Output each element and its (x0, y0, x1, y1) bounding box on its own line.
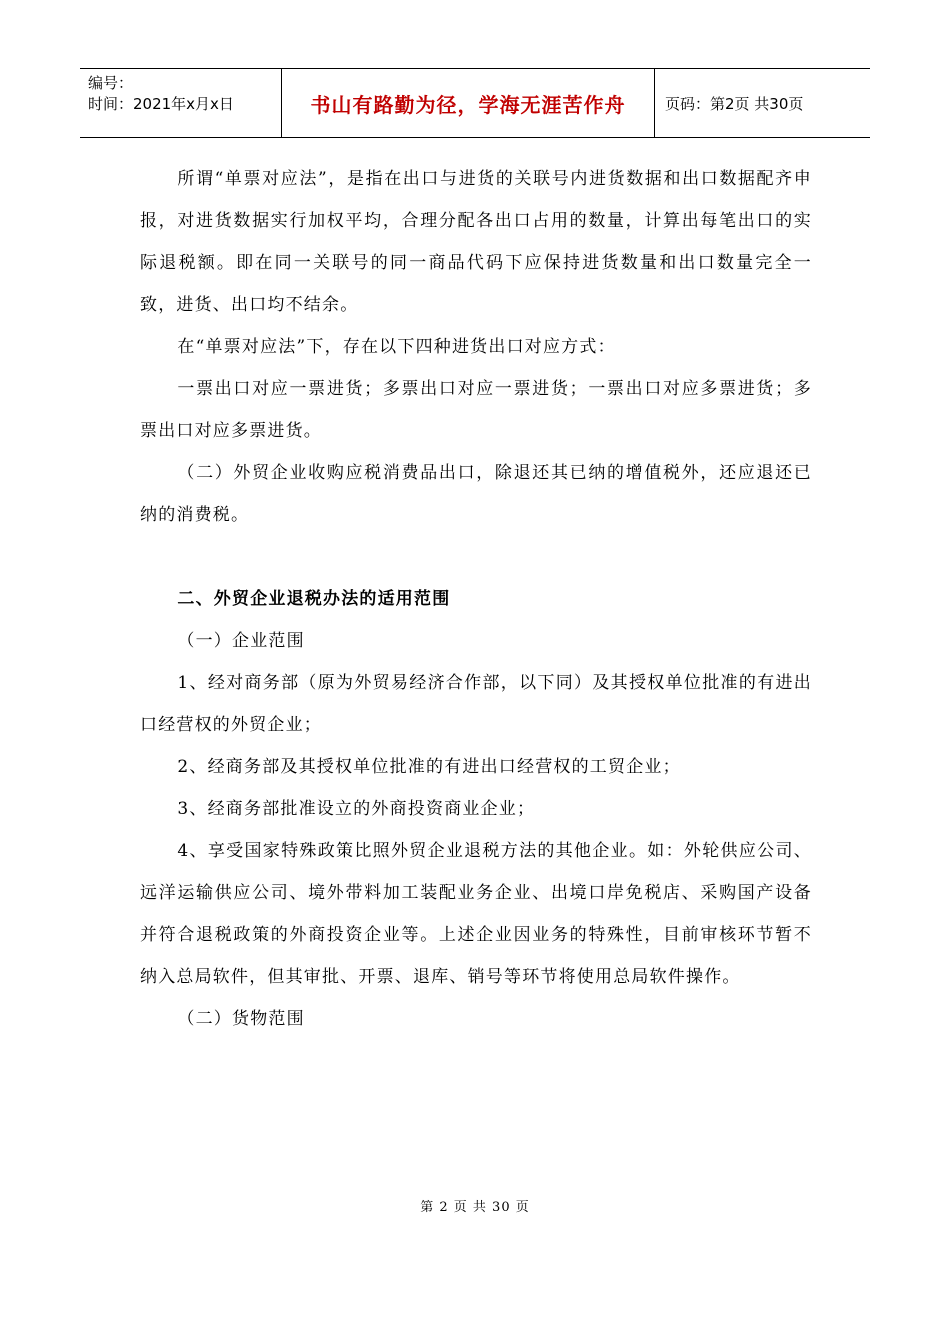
page-footer: 第 2 页 共 30 页 (420, 1200, 530, 1215)
list-item: 1、经对商务部（原为外贸易经济合作部，以下同）及其授权单位批准的有进出口经营权的外贸企业； (140, 673, 812, 735)
header-page-info: 页码：第2页 共30页 (665, 94, 804, 113)
list-item: 2、经商务部及其授权单位批准的有进出口经营权的工贸企业； (177, 757, 681, 777)
paragraph: 在“单票对应法”下，存在以下四种进货出口对应方式： (177, 337, 616, 357)
section-heading: 二、外贸企业退税办法的适用范围 (177, 589, 451, 609)
header-meta (80, 69, 282, 137)
paragraph: 一票出口对应一票进货；多票出口对应一票进货；一票出口对应多票进货；多票出口对应多票进货。 (140, 379, 812, 441)
list-item: 3、经商务部批准设立的外商投资商业企业； (177, 799, 536, 819)
paragraph: （二）外贸企业收购应税消费品出口，除退还其已纳的增值税外，还应退还已纳的消费税。 (140, 463, 812, 525)
document-body (140, 158, 812, 1040)
document-date: 时间：2021年x月x日 (88, 95, 234, 113)
list-item: 4、享受国家特殊政策比照外贸企业退税方法的其他企业。如：外轮供应公司、远洋运输供应公司、境外带料加工装配业务企业、出境口岸免税店、采购国产设备并符合退税政策的外商投资企业等。上述企业因业务的特殊性，目前审核环节暂不纳入总局软件，但其审批、开票、退库、销号等环节将使用总局软件操作。 (140, 841, 812, 987)
page-header (80, 68, 870, 138)
subsection-heading: （一）企业范围 (177, 631, 305, 651)
header-motto: 书山有路勤为径，学海无涯苦作舟 (282, 69, 655, 137)
document-number-label: 编号： (88, 74, 134, 92)
subsection-heading: （二）货物范围 (177, 1009, 305, 1029)
paragraph: 所谓“单票对应法”，是指在出口与进货的关联号内进货数据和出口数据配齐申报，对进货数据实行加权平均，合理分配各出口占用的数量，计算出每笔出口的实际退税额。即在同一关联号的同一商品代码下应保持进货数量和出口数量完全一致，进货、出口均不结余。 (140, 169, 812, 315)
